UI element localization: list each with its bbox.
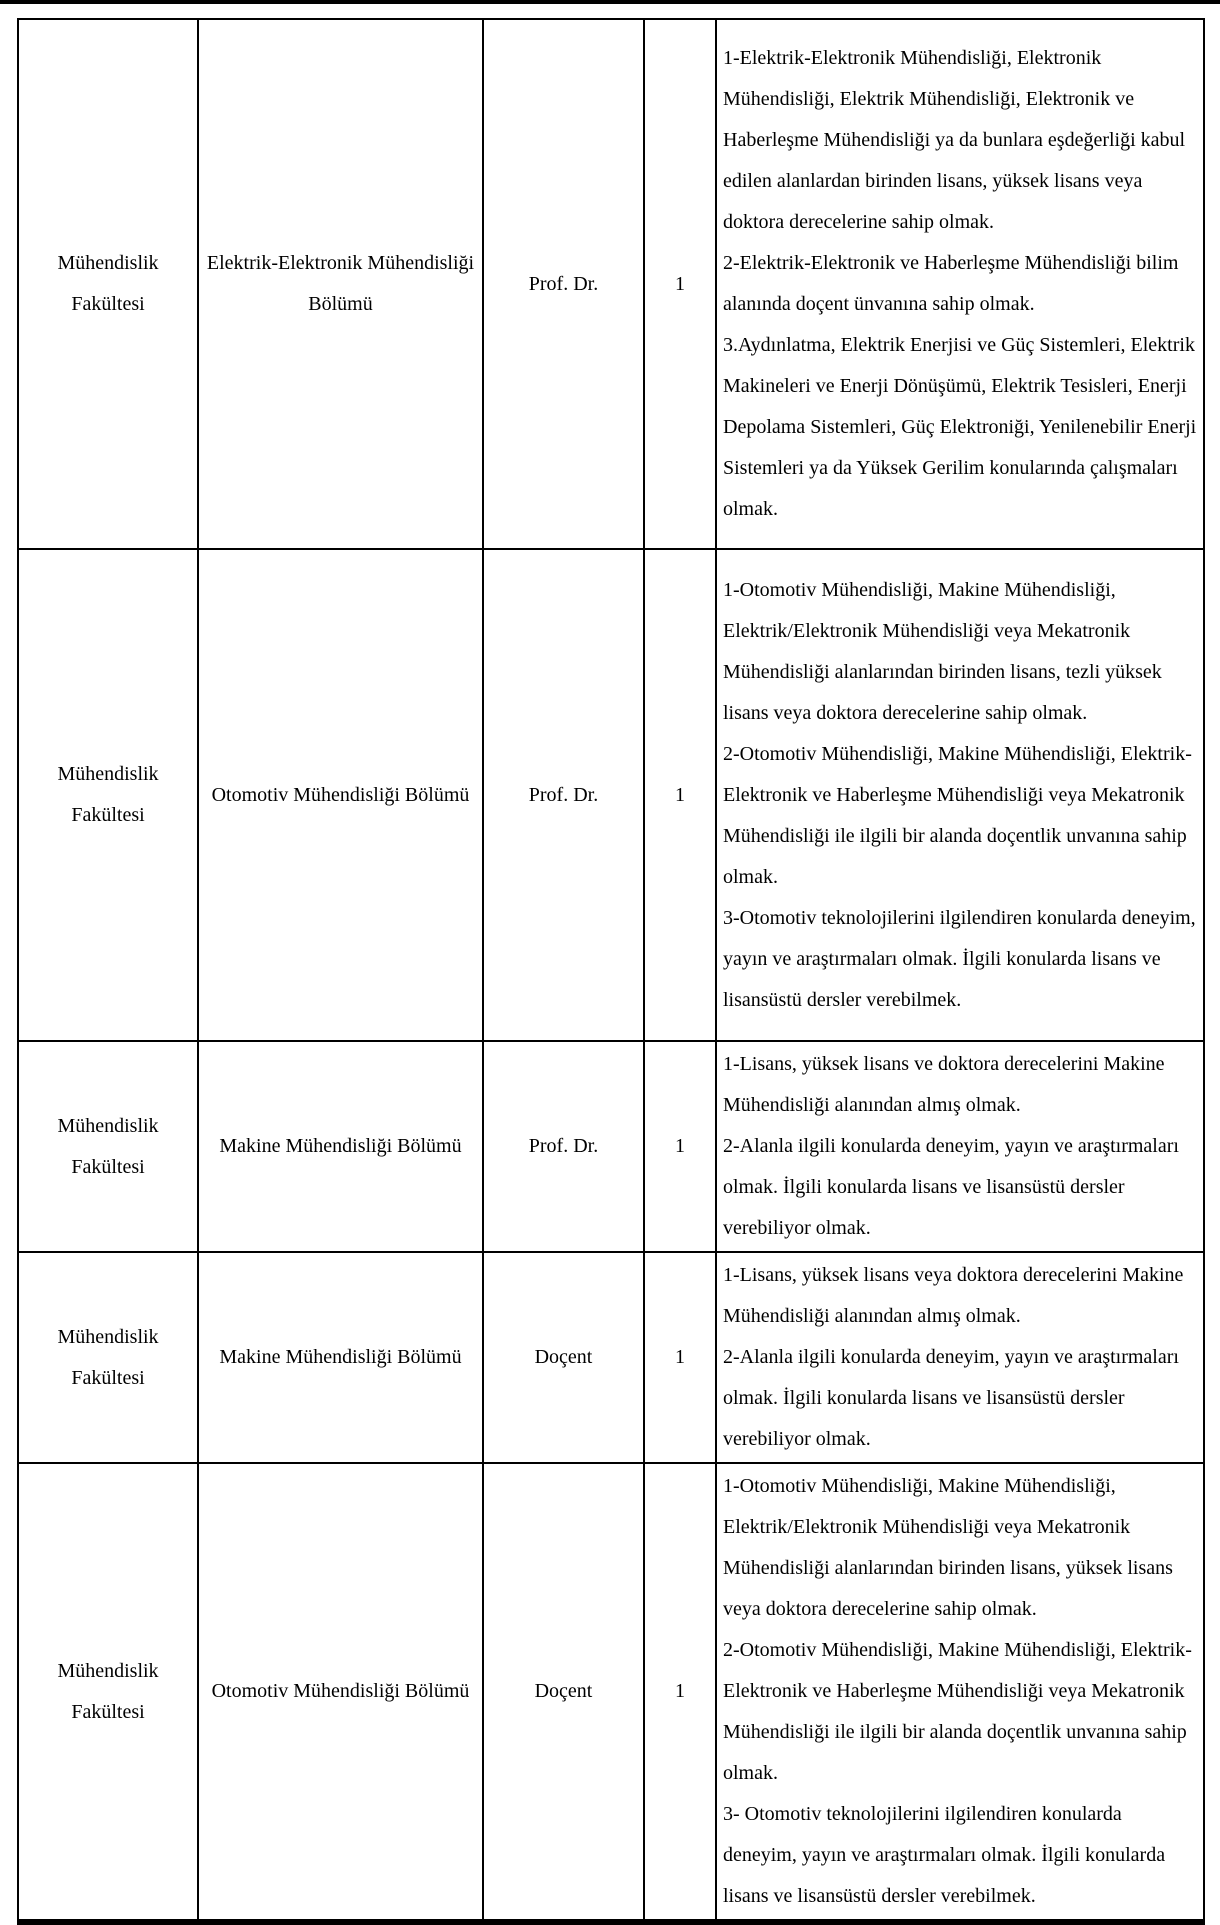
page-top-rule bbox=[0, 0, 1220, 4]
cell-title: Doçent bbox=[483, 1463, 644, 1922]
cell-department: Elektrik-Elektronik Mühendisliği Bölümü bbox=[198, 19, 483, 549]
cell-title: Prof. Dr. bbox=[483, 1041, 644, 1252]
cell-faculty: Mühendislik Fakültesi bbox=[18, 1463, 198, 1922]
requirement-item: 1-Lisans, yüksek lisans veya doktora derecelerini Makine Mühendisliği alanından almış olmak. bbox=[723, 1264, 1184, 1327]
cell-count: 1 bbox=[644, 549, 716, 1041]
cell-faculty: Mühendislik Fakültesi bbox=[18, 1252, 198, 1463]
cell-faculty: Mühendislik Fakültesi bbox=[18, 549, 198, 1041]
cell-requirements bbox=[716, 549, 1204, 1041]
cell-title: Doçent bbox=[483, 1252, 644, 1463]
cell-requirements bbox=[716, 1463, 1204, 1922]
cell-requirements bbox=[716, 1041, 1204, 1252]
cell-requirements bbox=[716, 19, 1204, 549]
requirement-item: 2-Alanla ilgili konularda deneyim, yayın ve araştırmaları olmak. İlgili konularda lisans ve lisansüstü dersler verebiliyor olmak. bbox=[723, 1346, 1179, 1450]
positions-table bbox=[17, 18, 1205, 1925]
cell-faculty: Mühendislik Fakültesi bbox=[18, 1041, 198, 1252]
cell-faculty: Mühendislik Fakültesi bbox=[18, 19, 198, 549]
requirement-item: 1-Otomotiv Mühendisliği, Makine Mühendisliği, Elektrik/Elektronik Mühendisliği veya Mekatronik Mühendisliği alanlarından birinden lisans, yüksek lisans veya doktora derecelerine sahip olmak. bbox=[723, 1475, 1173, 1620]
cell-department: Makine Mühendisliği Bölümü bbox=[198, 1041, 483, 1252]
requirement-item: 2-Otomotiv Mühendisliği, Makine Mühendisliği, Elektrik-Elektronik ve Haberleşme Mühendisliği veya Mekatronik Mühendisliği ile ilgili bir alanda doçentlik unvanına sahip olmak. bbox=[723, 1639, 1192, 1784]
requirement-item: 2-Alanla ilgili konularda deneyim, yayın ve araştırmaları olmak. İlgili konularda lisans ve lisansüstü dersler verebiliyor olmak. bbox=[723, 1135, 1179, 1239]
requirement-item: 3-Otomotiv teknolojilerini ilgilendiren konularda deneyim, yayın ve araştırmaları olmak. İlgili konularda lisans ve lisansüstü dersler verebilmek. bbox=[723, 906, 1196, 1011]
table-row bbox=[18, 19, 1204, 549]
table-row bbox=[18, 1463, 1204, 1922]
requirement-item: 2-Elektrik-Elektronik ve Haberleşme Mühendisliği bilim alanında doçent ünvanına sahip olmak. bbox=[723, 252, 1179, 315]
requirement-item: 1-Otomotiv Mühendisliği, Makine Mühendisliği, Elektrik/Elektronik Mühendisliği veya Mekatronik Mühendisliği alanlarından birinden lisans, tezli yüksek lisans veya doktora derecelerine sahip olmak. bbox=[723, 578, 1162, 724]
cell-count: 1 bbox=[644, 1463, 716, 1922]
cell-department: Otomotiv Mühendisliği Bölümü bbox=[198, 549, 483, 1041]
cell-count: 1 bbox=[644, 19, 716, 549]
table-row bbox=[18, 1041, 1204, 1252]
table-row bbox=[18, 1252, 1204, 1463]
cell-count: 1 bbox=[644, 1041, 716, 1252]
requirement-item: 3.Aydınlatma, Elektrik Enerjisi ve Güç Sistemleri, Elektrik Makineleri ve Enerji Dönüşümü, Elektrik Tesisleri, Enerji Depolama Sistemleri, Güç Elektroniği, Yenilenebilir Enerji Sistemleri ya da Yüksek Gerilim konularında çalışmaları olmak. bbox=[723, 334, 1197, 520]
cell-department: Makine Mühendisliği Bölümü bbox=[198, 1252, 483, 1463]
table-row bbox=[18, 549, 1204, 1041]
cell-title: Prof. Dr. bbox=[483, 549, 644, 1041]
cell-requirements bbox=[716, 1252, 1204, 1463]
cell-count: 1 bbox=[644, 1252, 716, 1463]
cell-department: Otomotiv Mühendisliği Bölümü bbox=[198, 1463, 483, 1922]
requirement-item: 3- Otomotiv teknolojilerini ilgilendiren konularda deneyim, yayın ve araştırmaları olmak. İlgili konularda lisans ve lisansüstü dersler verebilmek. bbox=[723, 1803, 1166, 1907]
requirement-item: 1-Elektrik-Elektronik Mühendisliği, Elektronik Mühendisliği, Elektrik Mühendisliği, Elektronik ve Haberleşme Mühendisliği ya da bunlara eşdeğerliği kabul edilen alanlardan birinden lisans, yüksek lisans veya doktora derecelerine sahip olmak. bbox=[723, 47, 1186, 233]
requirement-item: 2-Otomotiv Mühendisliği, Makine Mühendisliği, Elektrik-Elektronik ve Haberleşme Mühendisliği veya Mekatronik Mühendisliği ile ilgili bir alanda doçentlik unvanına sahip olmak. bbox=[723, 742, 1192, 888]
requirement-item: 1-Lisans, yüksek lisans ve doktora derecelerini Makine Mühendisliği alanından almış olmak. bbox=[723, 1053, 1165, 1116]
cell-title: Prof. Dr. bbox=[483, 19, 644, 549]
